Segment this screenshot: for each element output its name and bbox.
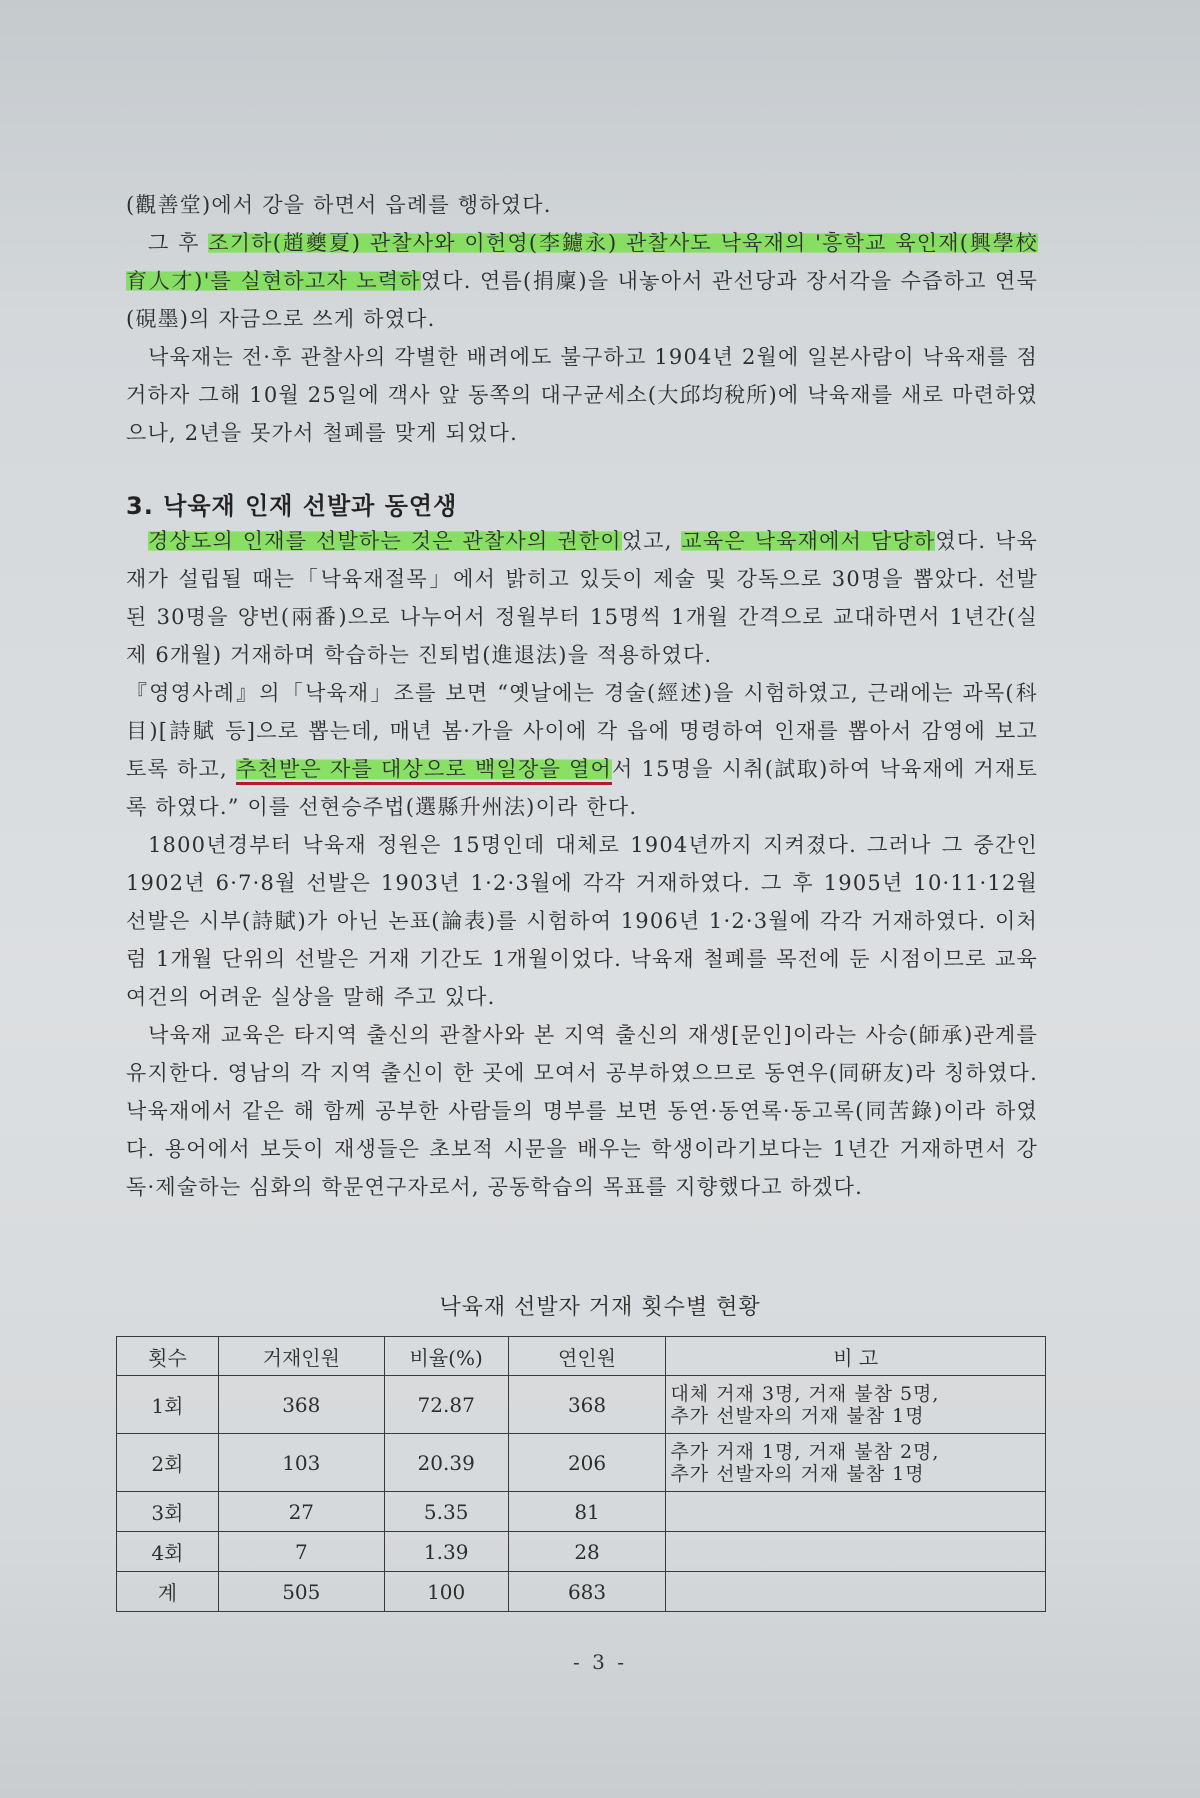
paragraph (126, 338, 1038, 452)
cell-residents: 368 (218, 1376, 384, 1434)
cell-ratio: 1.39 (384, 1532, 508, 1572)
cell-total-persons: 683 (508, 1572, 666, 1612)
cell-total-persons: 206 (508, 1434, 666, 1492)
paragraph-text: 낙육재 교육은 타지역 출신의 관찰사와 본 지역 출신의 재생[문인]이라는 사승(師承)관계를 유지한다. 영남의 각 지역 출신이 한 곳에 모여서 공부하였으므로 동연우(同硏友)라 칭하였다. 낙육재에서 같은 해 함께 공부한 사람들의 명부를 보면 동연·동연록·동고록(同苦錄)이라 하였다. 용어에서 보듯이 재생들은 초보적 시문을 배우는 학생이라기보다는 1년간 거재하면서 강독·제술하는 심화의 학문연구자로서, 공동학습의 목표를 지향했다고 하겠다. (126, 1023, 1038, 1199)
cell-total-persons: 368 (508, 1376, 666, 1434)
paragraph-text: 었고, (621, 529, 682, 553)
table-row (117, 1434, 1046, 1492)
residence-count-table (116, 1336, 1046, 1612)
paragraph-text: 였다. 연름(捐廩)을 내놓아서 관선당과 장서각을 수즙하고 연묵(硯墨)의 자금으로 쓰게 하였다. (126, 269, 1038, 331)
header-remarks: 비 고 (666, 1337, 1046, 1376)
cell-ratio: 72.87 (384, 1376, 508, 1434)
paragraph-text: 서 15명을 시취(試取)하여 낙육재에 거재토록 하였다.” 이를 선현승주법(選縣升州法)이라 한다. (126, 757, 1038, 819)
cell-residents: 505 (218, 1572, 384, 1612)
paragraph-text: (觀善堂)에서 강을 하면서 읍례를 행하였다. (126, 193, 552, 217)
paragraph (126, 674, 1038, 826)
cell-residents: 7 (218, 1532, 384, 1572)
cell-total-persons: 28 (508, 1532, 666, 1572)
intro-block (126, 186, 1038, 452)
header-ratio: 비율(%) (384, 1337, 508, 1376)
cell-count: 4회 (117, 1532, 219, 1572)
remark-line: 추가 거재 1명, 거재 불참 2명, (670, 1440, 940, 1463)
table-row (117, 1376, 1046, 1434)
section-body (126, 522, 1038, 1206)
table-row (117, 1532, 1046, 1572)
cell-count: 계 (117, 1572, 219, 1612)
table-caption: 낙육재 선발자 거재 횟수별 현황 (439, 1295, 761, 1320)
cell-count: 2회 (117, 1434, 219, 1492)
table-row (117, 1492, 1046, 1532)
cell-ratio: 100 (384, 1572, 508, 1612)
header-count: 횟수 (117, 1337, 219, 1376)
cell-remarks (666, 1572, 1046, 1612)
cell-remarks (666, 1376, 1046, 1434)
paragraph (126, 1016, 1038, 1206)
header-residents: 거재인원 (218, 1337, 384, 1376)
paragraph-text: 『영영사례』의「낙육재」조를 보면 “옛날에는 경술(經述)을 시험하였고, 근래에는 과목(科目)[詩賦 등]으로 뽑는데, 매년 봄·가을 사이에 각 읍에 명령하여 인재를 뽑아서 감영에 보고토록 하고, (126, 681, 1038, 781)
remark-line: 추가 선발자의 거재 불참 1명 (670, 1462, 925, 1485)
table-header-row (117, 1337, 1046, 1376)
paragraph-text: 그 후 (148, 231, 209, 255)
table-total-row (117, 1572, 1046, 1612)
page-number: - 3 - (573, 1650, 627, 1674)
paragraph (126, 826, 1038, 1016)
highlighted-text: 추천받은 자를 대상으로 백일장을 열어 (236, 757, 612, 785)
cell-remarks (666, 1532, 1046, 1572)
paragraph-text: 낙육재는 전·후 관찰사의 각별한 배려에도 불구하고 1904년 2월에 일본사람이 낙육재를 점거하자 그해 10월 25일에 객사 앞 동쪽의 대구균세소(大邱均稅所)에 낙육재를 새로 마련하였으나, 2년을 못가서 철폐를 맞게 되었다. (126, 345, 1038, 445)
remark-line: 대체 거재 3명, 거재 불참 5명, (670, 1382, 940, 1405)
cell-ratio: 5.35 (384, 1492, 508, 1532)
cell-count: 1회 (117, 1376, 219, 1434)
paragraph-text: 1800년경부터 낙육재 정원은 15명인데 대체로 1904년까지 지켜졌다. 그러나 그 중간인 1902년 6·7·8월 선발은 1903년 1·2·3월에 각각 거재하였다. 그 후 1905년 10·11·12월 선발은 시부(詩賦)가 아닌 논표(論表)를 시험하여 1906년 1·2·3월에 각각 거재하였다. 이처럼 1개월 단위의 선발은 거재 기간도 1개월이었다. 낙육재 철폐를 목전에 둔 시점이므로 교육여건의 어려운 실상을 말해 주고 있다. (126, 833, 1038, 1009)
cell-total-persons: 81 (508, 1492, 666, 1532)
section-heading: 3. 낙육재 인재 선발과 동연생 (126, 492, 458, 520)
paragraph-text: 였다. 낙육재가 설립될 때는「낙육재절목」에서 밝히고 있듯이 제술 및 강독으로 30명을 뽑았다. 선발된 30명을 양번(兩番)으로 나누어서 정월부터 15명씩 1개월 간격으로 교대하면서 1년간(실제 6개월) 거재하며 학습하는 진퇴법(進退法)을 적용하였다. (126, 529, 1038, 667)
cell-remarks (666, 1434, 1046, 1492)
cell-ratio: 20.39 (384, 1434, 508, 1492)
cell-count: 3회 (117, 1492, 219, 1532)
section-heading-wrap (126, 486, 1038, 521)
paragraph (126, 186, 1038, 224)
cell-residents: 27 (218, 1492, 384, 1532)
paragraph (126, 224, 1038, 338)
header-total-persons: 연인원 (508, 1337, 666, 1376)
highlighted-text: 교육은 낙육재에서 담당하 (681, 529, 936, 553)
cell-remarks (666, 1492, 1046, 1532)
paragraph (126, 522, 1038, 674)
cell-residents: 103 (218, 1434, 384, 1492)
remark-line: 추가 선발자의 거재 불참 1명 (670, 1404, 925, 1427)
highlighted-text: 경상도의 인재를 선발하는 것은 관찰사의 권한이 (148, 529, 622, 553)
highlighted-text: 조기하(趙夔夏) 관찰사와 이헌영(李鑢永) 관찰사도 낙육재의 '흥학교 육인재(興學校育人才)'를 실현하고자 노력하 (126, 231, 1038, 293)
